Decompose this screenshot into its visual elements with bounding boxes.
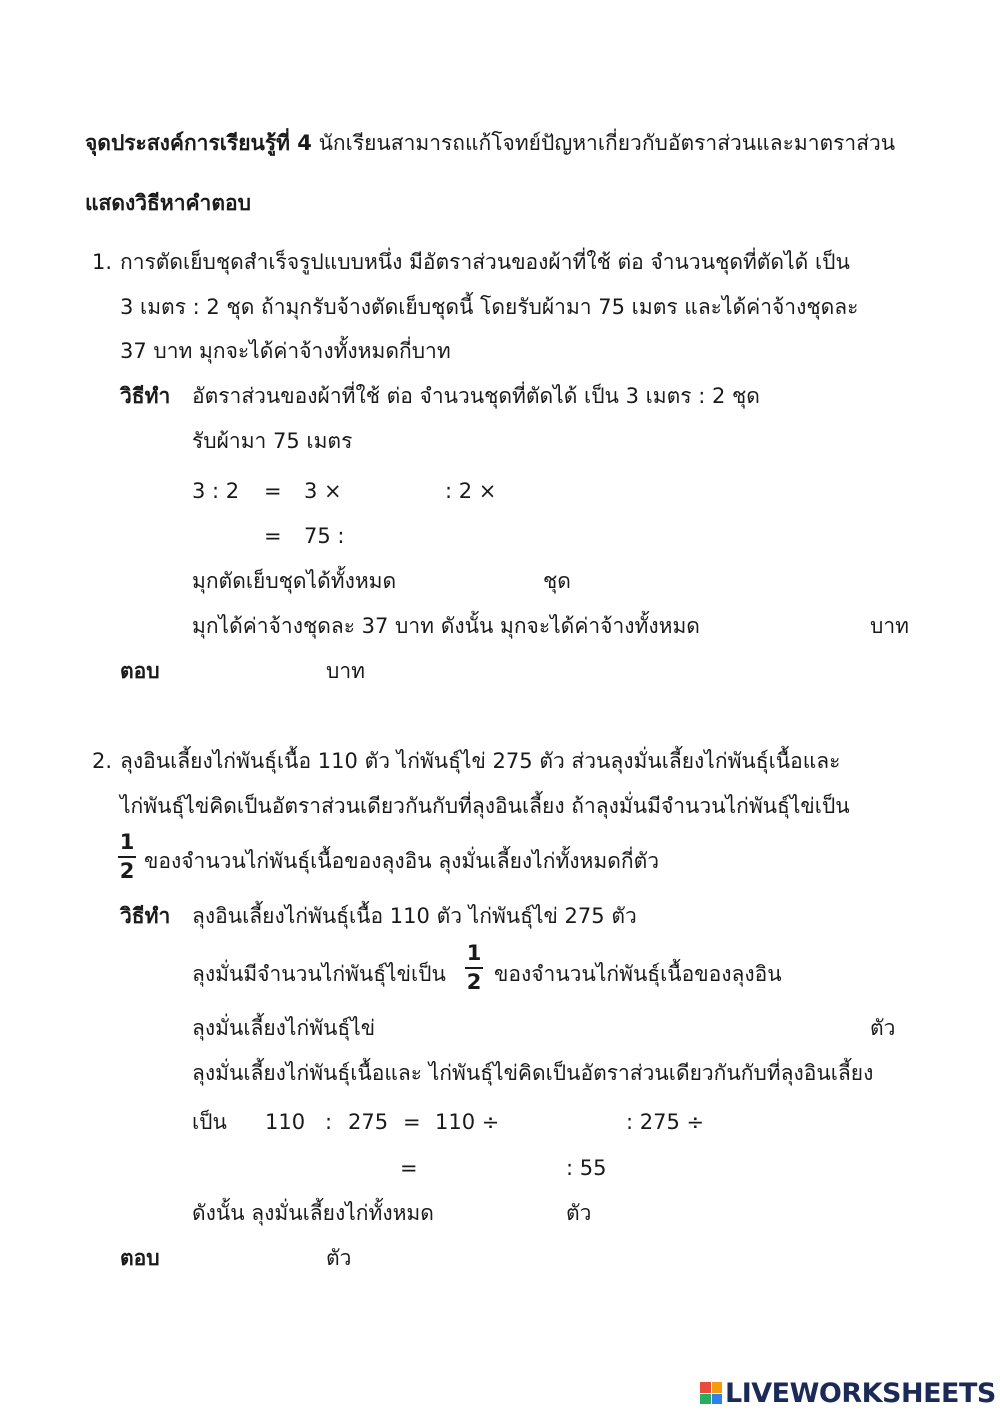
q1-method-line-2: รับผ้ามา 75 เมตร <box>192 429 353 453</box>
q2-eggs-unit: ตัว <box>870 1016 896 1040</box>
q1-sets-unit: ชุด <box>543 569 571 593</box>
fraction-denominator: 2 <box>119 859 135 883</box>
objective-line <box>85 133 895 154</box>
q2-method-fraction-one-half <box>464 943 484 993</box>
q2-line-1: ลุงอินเลี้ยงไก่พันธุ์เนื้อ 110 ตัว ไก่พันธุ์ไข่ 275 ตัว ส่วนลุงมั่นเลี้ยงไก่พันธุ์เนื้อและ <box>120 749 841 773</box>
objective-text: นักเรียนสามารถแก้โจทย์ปัญหาเกี่ยวกับอัตราส่วนและมาตราส่วน <box>311 131 896 155</box>
q1-line-2: 3 เมตร : 2 ชุด ถ้ามุกรับจ้างตัดเย็บชุดนี้ โดยรับผ้ามา 75 เมตร และได้ค่าจ้างชุดละ <box>120 295 859 319</box>
q1-eq2-term-a: 75 : <box>304 524 345 548</box>
instruction: แสดงวิธีหาคำตอบ <box>85 191 251 215</box>
q2-eq-110: 110 <box>265 1110 306 1134</box>
q2-eq2-term-b: : 55 <box>566 1156 607 1180</box>
q2-total-line: ดังนั้น ลุงมั่นเลี้ยงไก่ทั้งหมด <box>192 1201 434 1225</box>
q2-eq-divide-1: 110 ÷ <box>435 1110 500 1134</box>
q2-eq-275: 275 <box>348 1110 389 1134</box>
q1-eq2-equals: = <box>264 524 282 548</box>
q2-eq-label: เป็น <box>192 1110 227 1134</box>
q2-eq-divide-2: : 275 ÷ <box>626 1110 705 1134</box>
q2-fraction-one-half <box>117 832 137 882</box>
q2-method-line-2a: ลุงมั่นมีจำนวนไก่พันธุ์ไข่เป็น <box>192 962 446 986</box>
liveworksheets-logo <box>700 1378 996 1408</box>
q2-eggs-line: ลุงมั่นเลี้ยงไก่พันธุ์ไข่ <box>192 1016 376 1040</box>
q2-eq2-equals: = <box>400 1156 418 1180</box>
q1-answer-label: ตอบ <box>120 659 160 683</box>
logo-text: LIVEWORKSHEETS <box>725 1377 996 1409</box>
q2-line-3: ของจำนวนไก่พันธุ์เนื้อของลุงอิน ลุงมั่นเลี้ยงไก่ทั้งหมดกี่ตัว <box>144 849 660 873</box>
fraction-numerator: 1 <box>119 830 135 854</box>
q1-method-label: วิธีทำ <box>120 384 171 408</box>
q1-eq1-term-a: 3 × <box>304 479 342 503</box>
fraction-denominator: 2 <box>466 970 482 994</box>
q1-eq1-term-b: : 2 × <box>445 479 497 503</box>
fraction-numerator: 1 <box>466 941 482 965</box>
q1-answer-unit: บาท <box>326 659 365 683</box>
q2-eq-equals: = <box>403 1110 421 1134</box>
q1-eq1-left: 3 : 2 <box>192 479 240 503</box>
q2-ratio-line: ลุงมั่นเลี้ยงไก่พันธุ์เนื้อและ ไก่พันธุ์ไข่คิดเป็นอัตราส่วนเดียวกันกับที่ลุงอินเลี้ยง <box>192 1061 874 1085</box>
q2-method-label: วิธีทำ <box>120 904 171 928</box>
q1-total-sets: มุกตัดเย็บชุดได้ทั้งหมด <box>192 569 397 593</box>
q1-line-3: 37 บาท มุกจะได้ค่าจ้างทั้งหมดกี่บาท <box>120 339 451 363</box>
q2-answer-unit: ตัว <box>326 1246 352 1270</box>
q1-line-1: การตัดเย็บชุดสำเร็จรูปแบบหนึ่ง มีอัตราส่วนของผ้าที่ใช้ ต่อ จำนวนชุดที่ตัดได้ เป็น <box>120 250 850 274</box>
q2-line-2: ไก่พันธุ์ไข่คิดเป็นอัตราส่วนเดียวกันกับที่ลุงอินเลี้ยง ถ้าลุงมั่นมีจำนวนไก่พันธุ์ไข่เป็น <box>120 794 850 818</box>
q2-method-line-1: ลุงอินเลี้ยงไก่พันธุ์เนื้อ 110 ตัว ไก่พันธุ์ไข่ 275 ตัว <box>192 904 637 928</box>
q2-method-line-2b: ของจำนวนไก่พันธุ์เนื้อของลุงอิน <box>494 962 782 986</box>
q2-number: 2. <box>92 749 113 773</box>
q2-total-unit: ตัว <box>566 1201 592 1225</box>
logo-mark-icon <box>700 1382 722 1404</box>
q1-wage-line: มุกได้ค่าจ้างชุดละ 37 บาท ดังนั้น มุกจะได้ค่าจ้างทั้งหมด <box>192 614 700 638</box>
q1-wage-unit: บาท <box>870 614 909 638</box>
q2-answer-label: ตอบ <box>120 1246 160 1270</box>
q1-number: 1. <box>92 250 113 274</box>
objective-label: จุดประสงค์การเรียนรู้ที่ 4 <box>85 131 312 155</box>
q1-method-line-1: อัตราส่วนของผ้าที่ใช้ ต่อ จำนวนชุดที่ตัดได้ เป็น 3 เมตร : 2 ชุด <box>192 384 760 408</box>
q1-eq1-equals: = <box>264 479 282 503</box>
q2-eq-colon: : <box>325 1110 333 1134</box>
